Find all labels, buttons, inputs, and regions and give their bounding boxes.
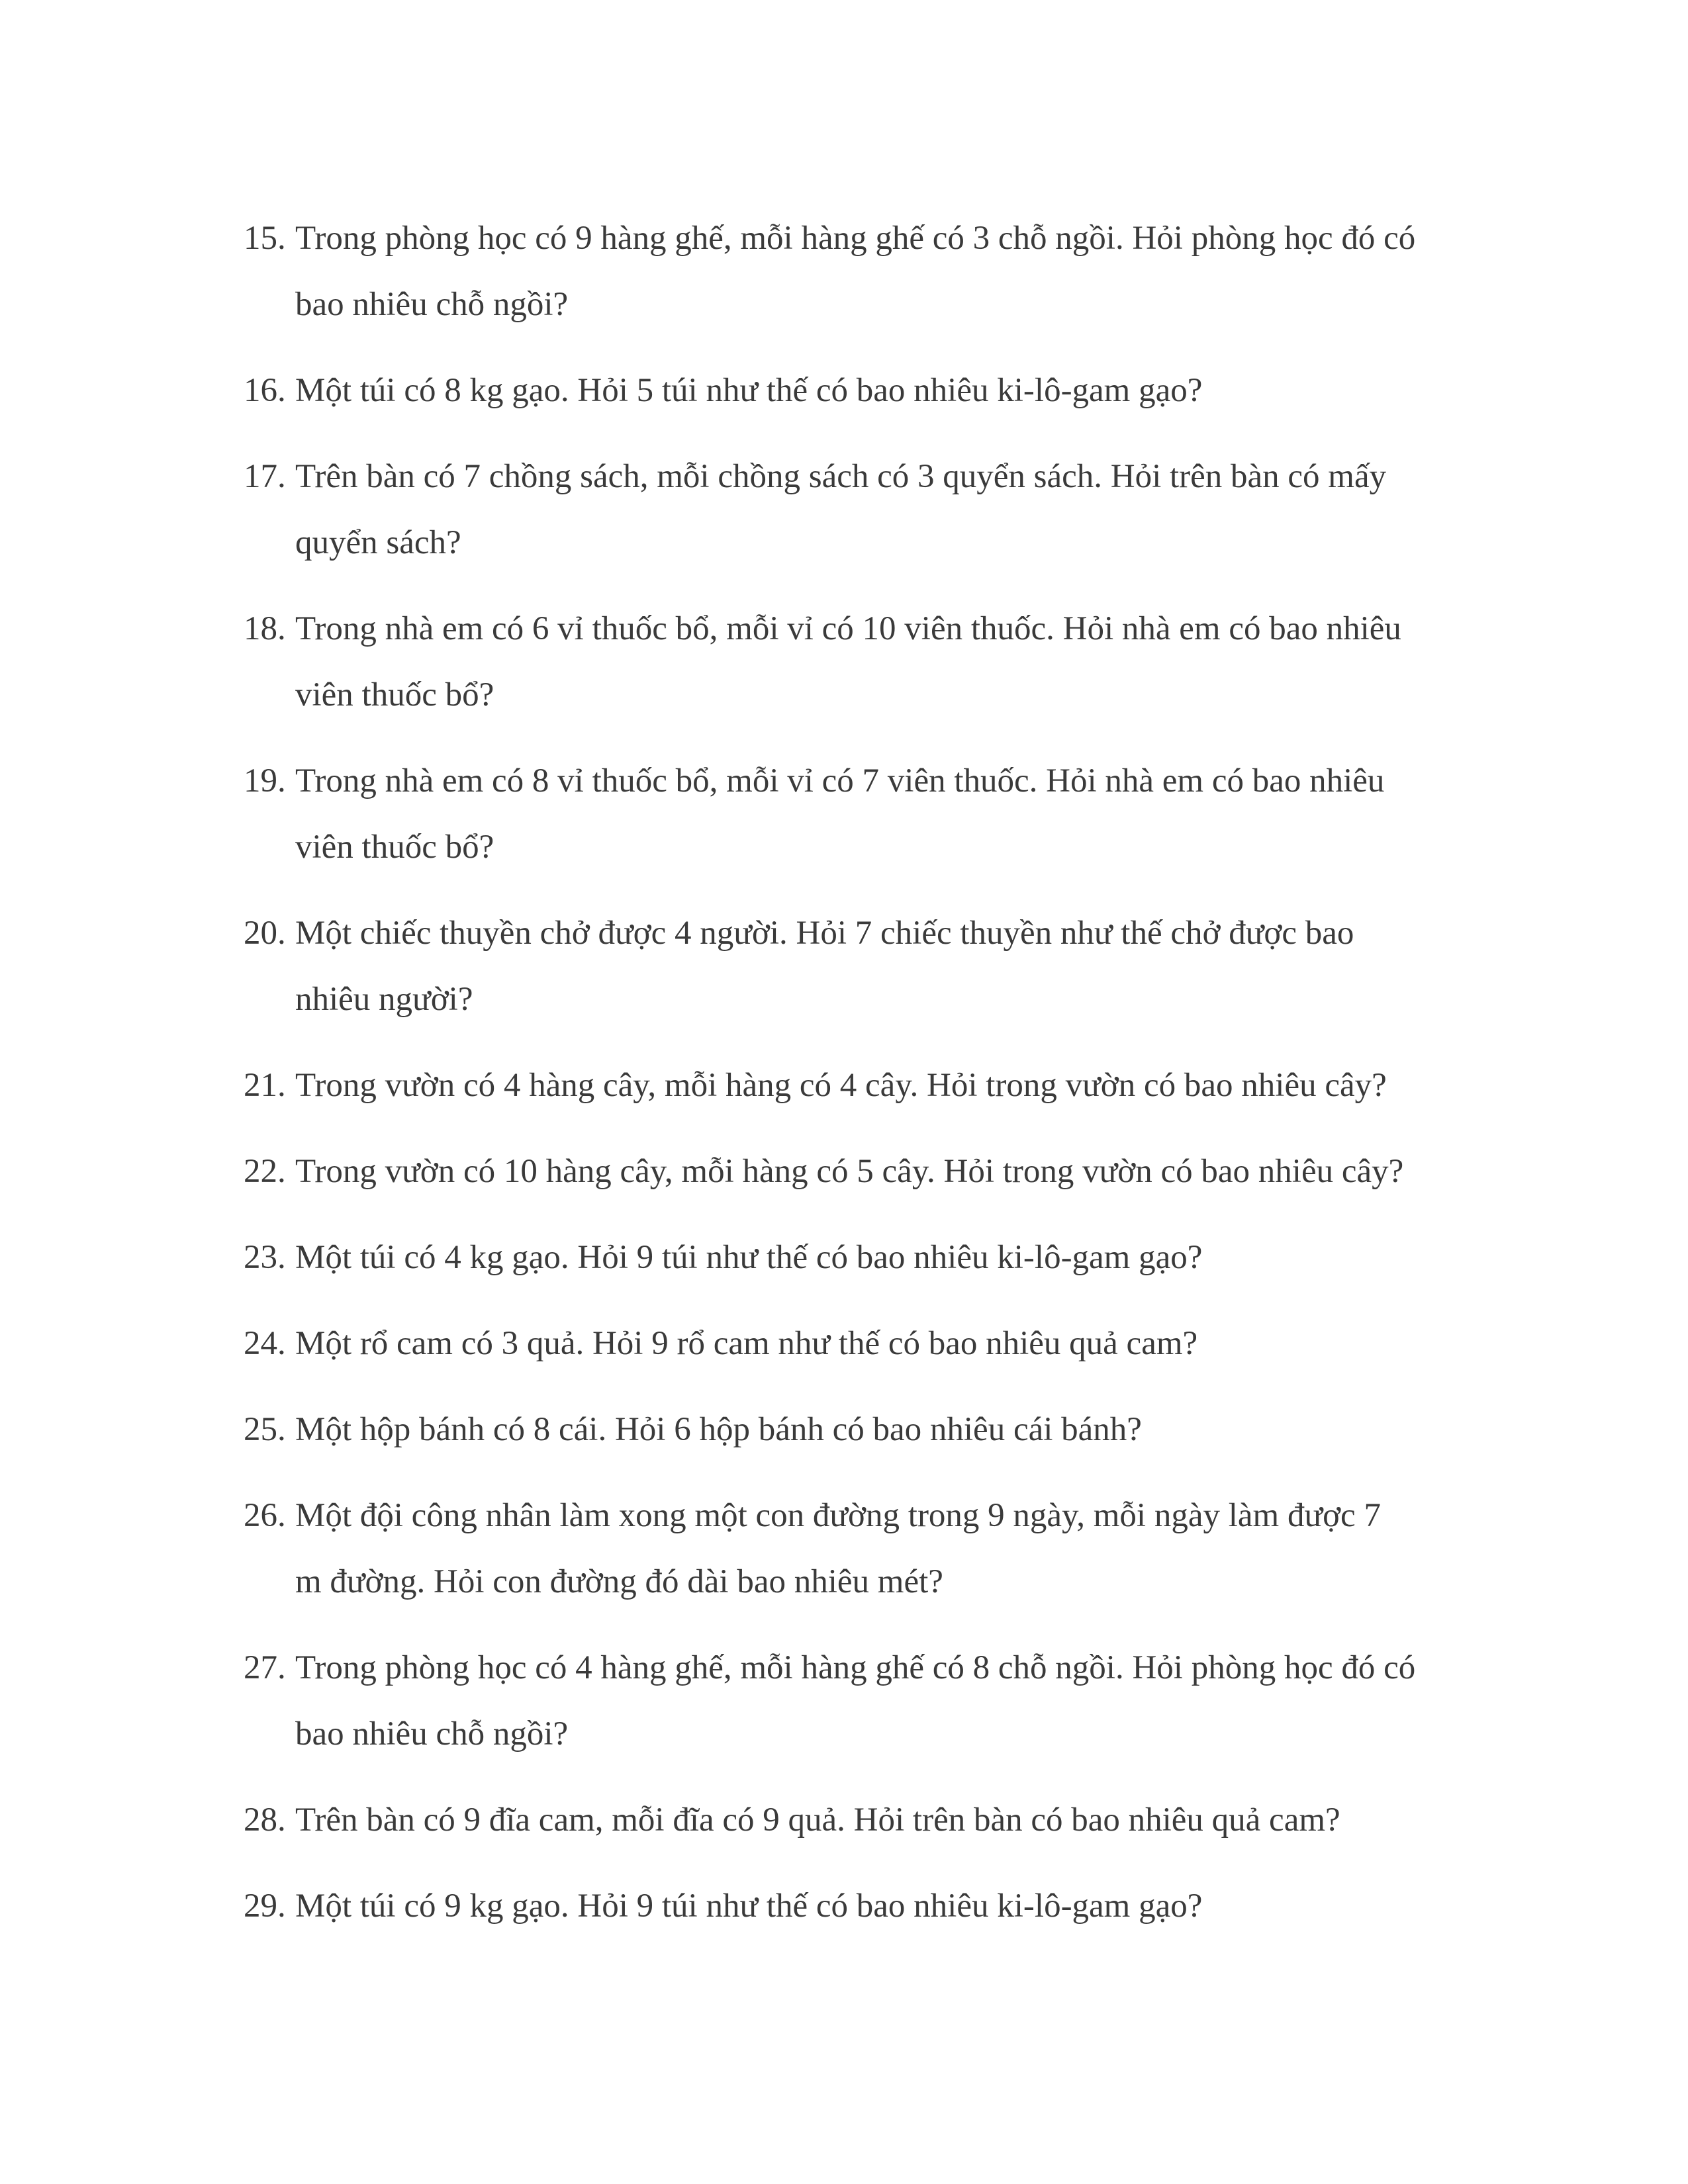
problem-number: 18. <box>244 610 286 647</box>
problem-item <box>0 357 1688 424</box>
problem-item <box>0 1482 1688 1615</box>
problem-line: Một túi có 9 kg gạo. Hỏi 9 túi như thế có bao nhiêu ki-lô-gam gạo? <box>295 1888 1203 1925</box>
problem-item <box>0 596 1688 728</box>
problem-text <box>295 1396 1487 1463</box>
problem-number: 24. <box>244 1325 286 1362</box>
problem-text <box>295 205 1487 338</box>
problem-number: 20. <box>244 915 286 952</box>
problem-item <box>0 1052 1688 1118</box>
problem-number: 17. <box>244 458 286 495</box>
problem-number: 15. <box>244 220 286 257</box>
problem-text <box>295 1310 1487 1377</box>
problem-item <box>0 1396 1688 1463</box>
problem-line: quyển sách? <box>295 524 461 561</box>
problem-number: 25. <box>244 1411 286 1448</box>
problem-number: 21. <box>244 1067 286 1104</box>
problem-item <box>0 1310 1688 1377</box>
problem-item <box>0 900 1688 1032</box>
problem-text <box>295 1787 1487 1853</box>
problem-item <box>0 748 1688 880</box>
problem-text <box>295 1482 1487 1615</box>
problem-line: Một túi có 4 kg gạo. Hỏi 9 túi như thế có bao nhiêu ki-lô-gam gạo? <box>295 1239 1203 1276</box>
problem-item <box>0 1873 1688 1939</box>
problem-item <box>0 1787 1688 1853</box>
problem-item <box>0 1138 1688 1205</box>
problem-line: Trong vườn có 4 hàng cây, mỗi hàng có 4 cây. Hỏi trong vườn có bao nhiêu cây? <box>295 1067 1387 1104</box>
problem-text <box>295 748 1487 880</box>
problem-text <box>295 443 1487 576</box>
problem-item <box>0 443 1688 576</box>
problem-text <box>295 900 1487 1032</box>
problem-number: 22. <box>244 1153 286 1190</box>
problem-text <box>295 1052 1487 1118</box>
problem-text <box>295 357 1487 424</box>
problem-line: Một hộp bánh có 8 cái. Hỏi 6 hộp bánh có bao nhiêu cái bánh? <box>295 1411 1142 1448</box>
problem-line: Trong nhà em có 6 vỉ thuốc bổ, mỗi vỉ có 10 viên thuốc. Hỏi nhà em có bao nhiêu <box>295 610 1401 647</box>
problem-line: bao nhiêu chỗ ngồi? <box>295 286 569 323</box>
problem-number: 26. <box>244 1497 286 1534</box>
problem-number: 28. <box>244 1801 286 1839</box>
problem-item <box>0 1635 1688 1767</box>
problem-number: 16. <box>244 372 286 409</box>
problem-line: Trong phòng học có 9 hàng ghế, mỗi hàng ghế có 3 chỗ ngồi. Hỏi phòng học đó có <box>295 220 1416 257</box>
problem-text <box>295 1224 1487 1291</box>
problem-line: Một đội công nhân làm xong một con đường trong 9 ngày, mỗi ngày làm được 7 <box>295 1497 1381 1534</box>
problem-item <box>0 1224 1688 1291</box>
problem-number: 27. <box>244 1649 286 1686</box>
problem-line: Một chiếc thuyền chở được 4 người. Hỏi 7 chiếc thuyền như thế chở được bao <box>295 915 1354 952</box>
problem-line: Trong nhà em có 8 vỉ thuốc bổ, mỗi vỉ có 7 viên thuốc. Hỏi nhà em có bao nhiêu <box>295 762 1385 799</box>
problem-line: viên thuốc bổ? <box>295 676 494 713</box>
problem-line: Trong vườn có 10 hàng cây, mỗi hàng có 5 cây. Hỏi trong vườn có bao nhiêu cây? <box>295 1153 1404 1190</box>
problem-number: 29. <box>244 1888 286 1925</box>
problem-list <box>0 205 1688 1959</box>
problem-line: Một rổ cam có 3 quả. Hỏi 9 rổ cam như thế có bao nhiêu quả cam? <box>295 1325 1198 1362</box>
problem-line: nhiêu người? <box>295 981 473 1018</box>
problem-text <box>295 1873 1487 1939</box>
problem-text <box>295 596 1487 728</box>
problem-line: Trong phòng học có 4 hàng ghế, mỗi hàng ghế có 8 chỗ ngồi. Hỏi phòng học đó có <box>295 1649 1416 1686</box>
problem-line: viên thuốc bổ? <box>295 829 494 866</box>
problem-text <box>295 1138 1487 1205</box>
problem-text <box>295 1635 1487 1767</box>
problem-line: Trên bàn có 7 chồng sách, mỗi chồng sách có 3 quyển sách. Hỏi trên bàn có mấy <box>295 458 1387 495</box>
problem-number: 23. <box>244 1239 286 1276</box>
problem-line: bao nhiêu chỗ ngồi? <box>295 1715 569 1752</box>
problem-number: 19. <box>244 762 286 799</box>
problem-line: m đường. Hỏi con đường đó dài bao nhiêu mét? <box>295 1563 943 1600</box>
problem-item <box>0 205 1688 338</box>
problem-line: Trên bàn có 9 đĩa cam, mỗi đĩa có 9 quả. Hỏi trên bàn có bao nhiêu quả cam? <box>295 1801 1340 1839</box>
problem-line: Một túi có 8 kg gạo. Hỏi 5 túi như thế có bao nhiêu ki-lô-gam gạo? <box>295 372 1203 409</box>
